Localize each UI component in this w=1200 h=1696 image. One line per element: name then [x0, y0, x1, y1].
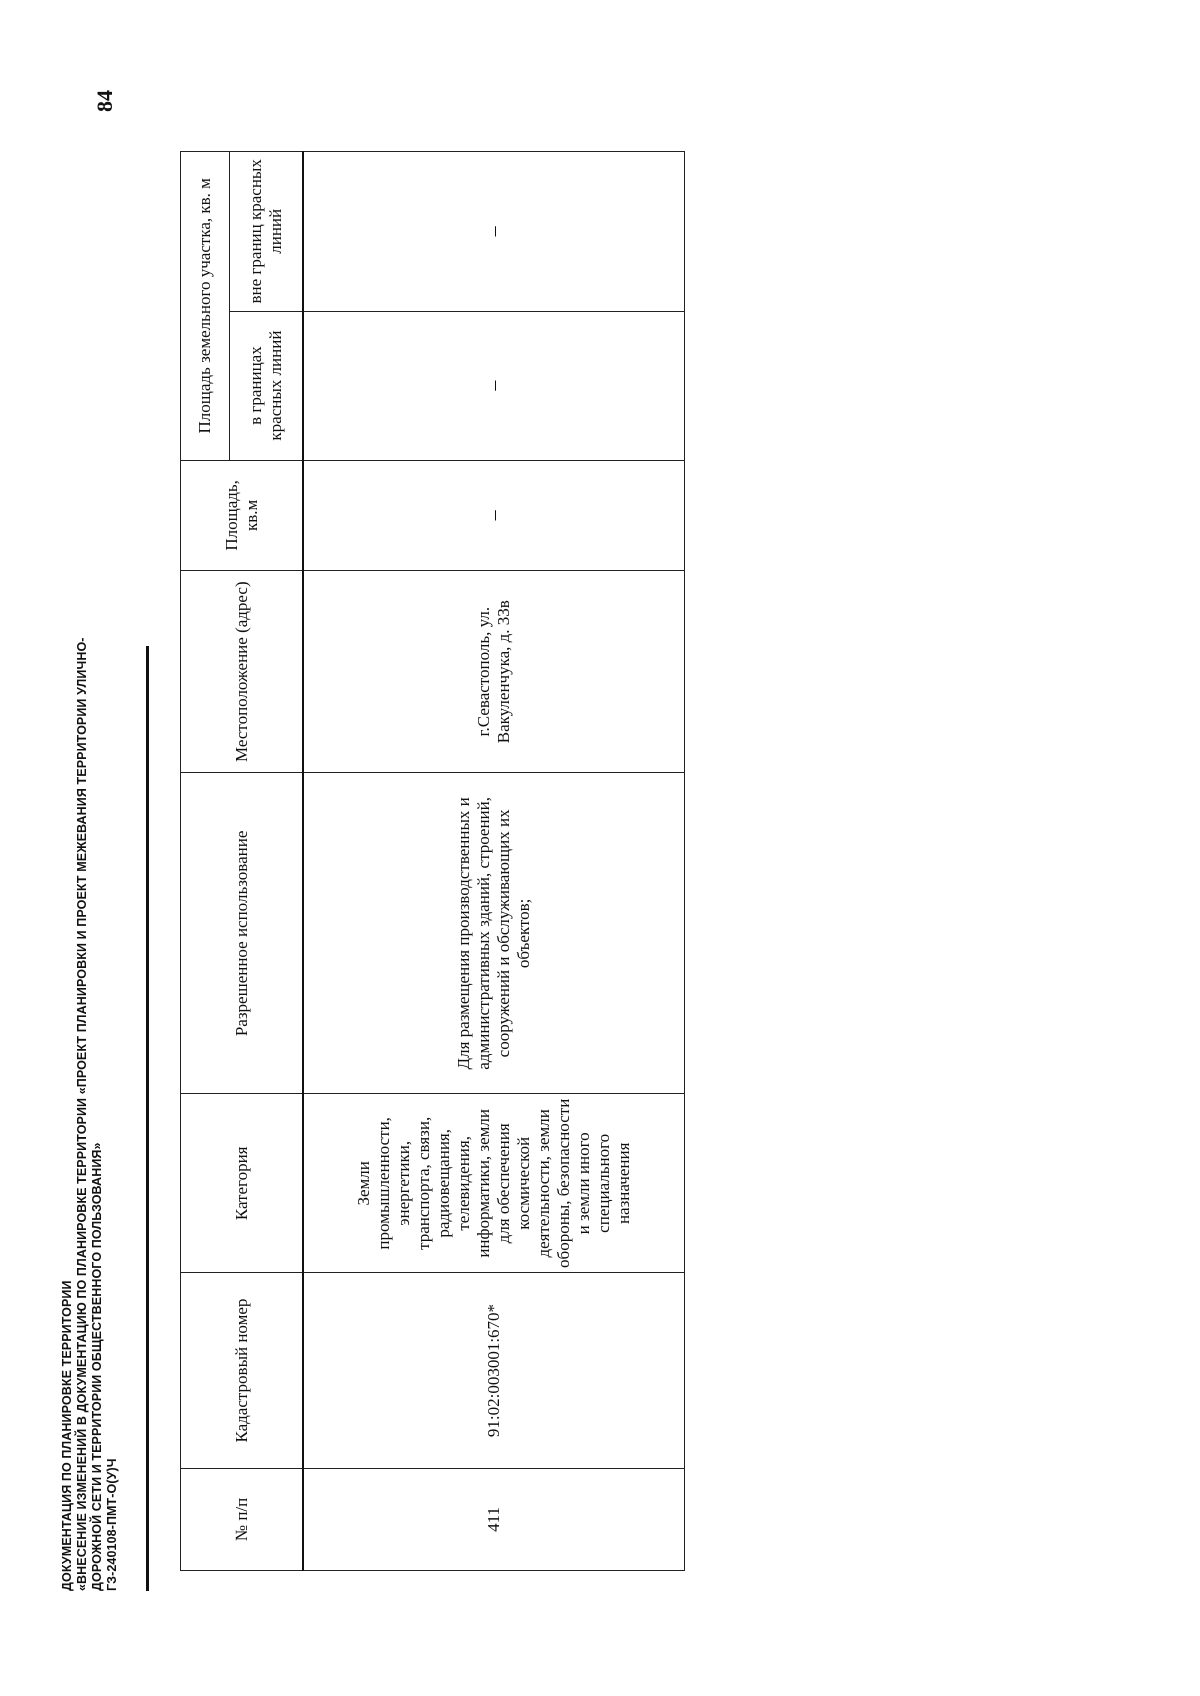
col-header-cadastral: Кадастровый номер	[181, 1273, 304, 1469]
cell-permitted-use: Для размещения производственных и административных зданий, строений, сооружений и обслуживающих их объектов;	[303, 773, 685, 1094]
cell-category: Земли промышленности, энергетики, транспорта, связи, радиовещания, телевидения, информатики, земли для обеспечения космической деятельности, земли обороны, безопасности и земли иного специального назначения	[303, 1094, 685, 1273]
header-line-1: ДОКУМЕНТАЦИЯ ПО ПЛАНИРОВКЕ ТЕРРИТОРИИ	[60, 1280, 74, 1591]
table-row	[303, 152, 685, 1571]
cadastral-table	[180, 151, 685, 1571]
col-header-num: № п/п	[181, 1468, 304, 1570]
col-header-location: Местоположение (адрес)	[181, 571, 304, 773]
col-header-plot-area: Площадь земельного участка, кв. м	[181, 152, 230, 461]
header-line-3: ДОРОЖНОЙ СЕТИ И ТЕРРИТОРИИ ОБЩЕСТВЕННОГО ПОЛЬЗОВАНИЯ»	[90, 1142, 104, 1591]
header-divider	[146, 646, 149, 1591]
col-header-permitted-use: Разрешенное использование	[181, 773, 304, 1094]
cell-cadastral: 91:02:003001:670*	[303, 1273, 685, 1469]
cell-inside-red-lines: –	[303, 311, 685, 460]
col-header-outside-red-lines: вне границ красных линий	[230, 152, 304, 312]
cell-outside-red-lines: –	[303, 152, 685, 312]
header-line-2: «ВНЕСЕНИЕ ИЗМЕНЕНИЙ В ДОКУМЕНТАЦИЮ ПО ПЛАНИРОВКЕ ТЕРРИТОРИИ «ПРОЕКТ ПЛАНИРОВКИ И ПРОЕКТ МЕЖЕВАНИЯ ТЕРРИТОРИИ УЛИЧНО-	[75, 637, 89, 1591]
cell-area: –	[303, 460, 685, 571]
page-number: 84	[92, 90, 117, 112]
col-header-category: Категория	[181, 1094, 304, 1273]
col-header-inside-red-lines: в границах красных линий	[230, 311, 304, 460]
document-header	[60, 91, 120, 1591]
header-line-4: ГЗ-240108-ПМТ-О(У)Ч	[105, 1458, 119, 1591]
cell-location: г.Севастополь, ул. Вакуленчука, д. 33в	[303, 571, 685, 773]
col-header-area: Площадь, кв.м	[181, 460, 304, 571]
cell-num: 411	[303, 1468, 685, 1570]
